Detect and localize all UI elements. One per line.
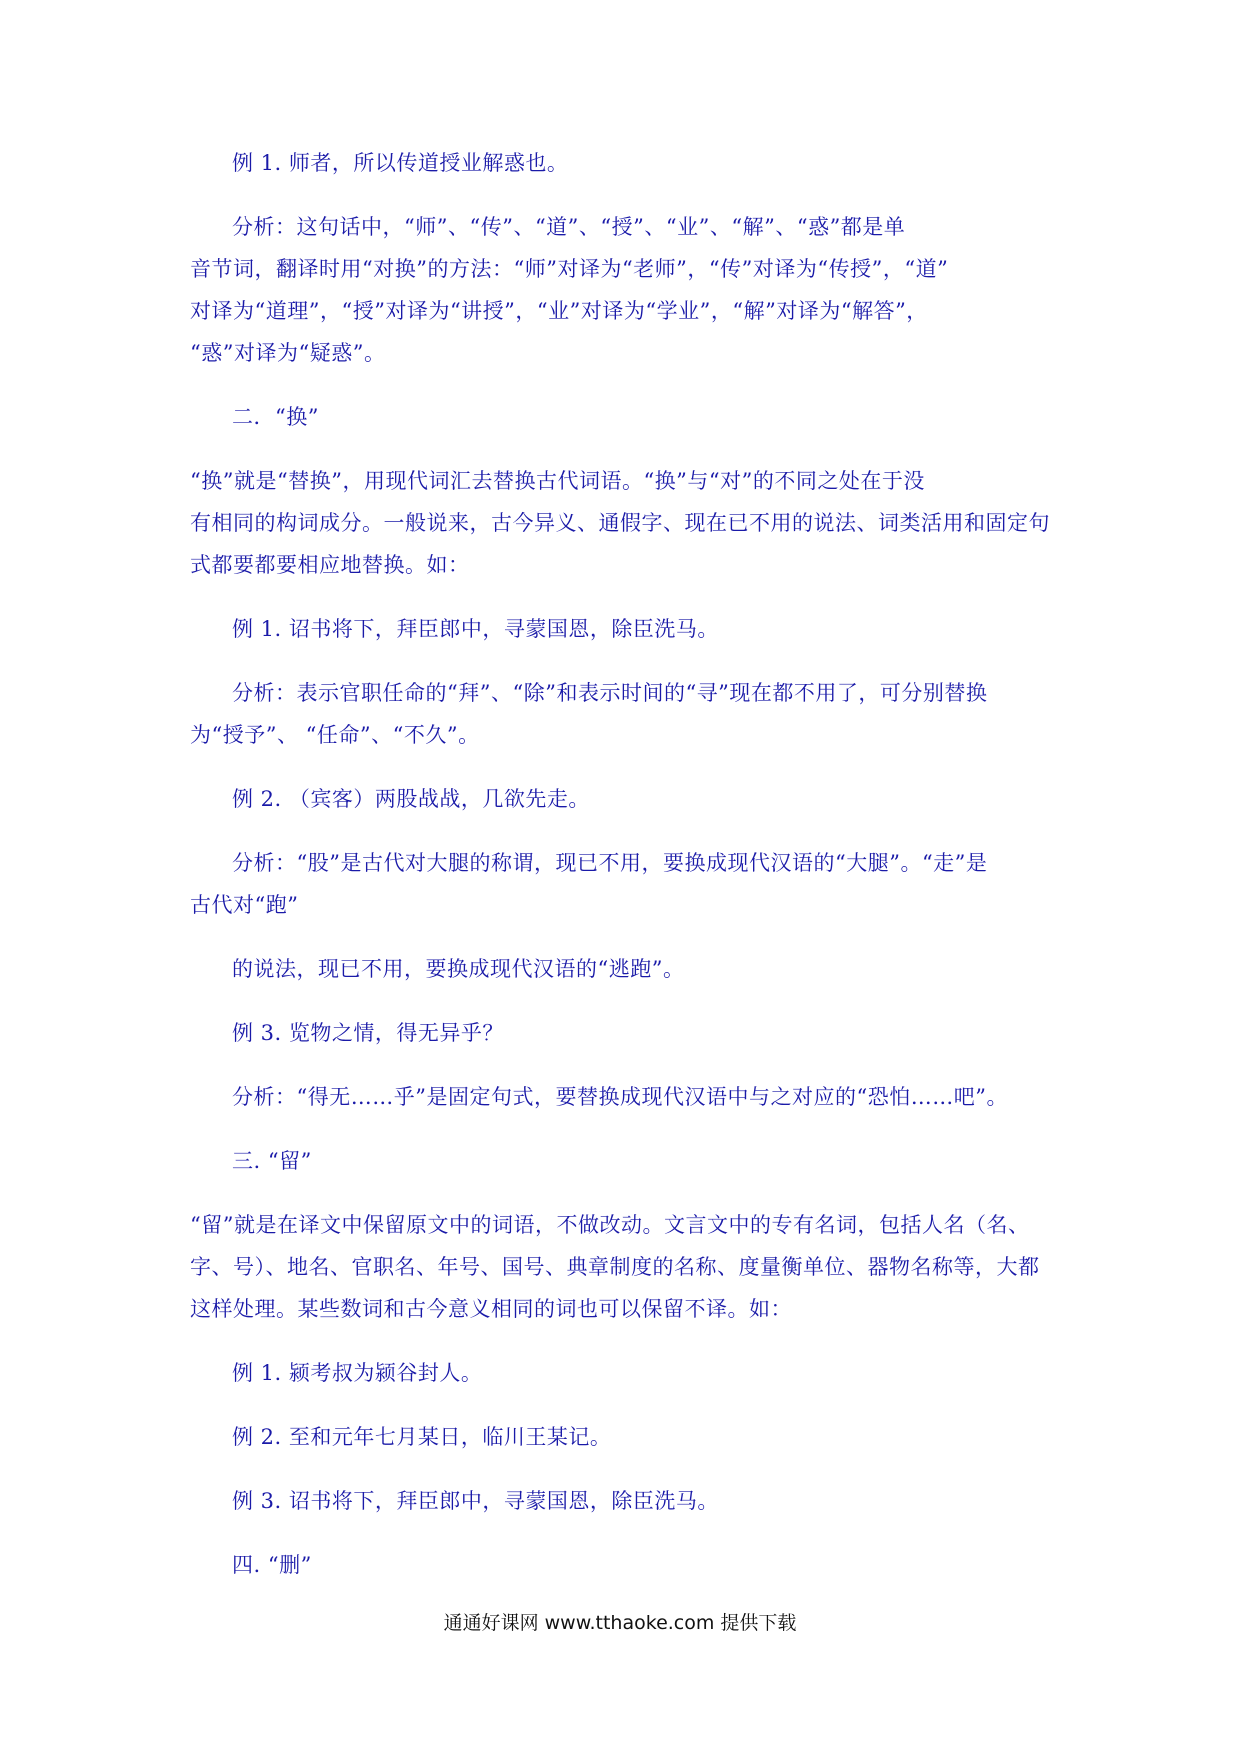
analysis-paragraph-line: 对译为“道理”，“授”对译为“讲授”，“业”对译为“学业”，“解”对译为“解答”， <box>190 299 928 323</box>
page-footer: 通通好课网 www.tthaoke.com 提供下载 <box>443 1612 797 1634</box>
analysis-paragraph-line: 分析：表示官职任命的“拜”、“除”和表示时间的“寻”现在都不用了，可分别替换 <box>232 681 988 705</box>
analysis-paragraph-line: 音节词，翻译时用“对换”的方法：“师”对译为“老师”，“传”对译为“传授”，“道” <box>190 257 949 281</box>
body-paragraph-line: 式都要都要相应地替换。如： <box>190 553 470 577</box>
section-heading: 二．“换” <box>232 405 319 429</box>
analysis-paragraph-line: “惑”对译为“疑惑”。 <box>190 341 386 365</box>
example-line: 例 3. 诏书将下，拜臣郎中，寻蒙国恩，除臣洗马。 <box>232 1489 719 1513</box>
analysis-paragraph-line: 分析：“股”是古代对大腿的称谓，现已不用，要换成现代汉语的“大腿”。“走”是 <box>232 851 988 875</box>
analysis-paragraph-line: 古代对“跑” <box>190 893 299 917</box>
analysis-paragraph-line: 分析：这句话中，“师”、“传”、“道”、“授”、“业”、“解”、“惑”都是单 <box>232 215 906 239</box>
body-paragraph-line: “换”就是“替换”，用现代词汇去替换古代词语。“换”与“对”的不同之处在于没 <box>190 469 925 493</box>
analysis-paragraph-line: 的说法，现已不用，要换成现代汉语的“逃跑”。 <box>232 957 685 981</box>
section-heading: 四. “删” <box>232 1553 312 1577</box>
body-paragraph-line: 这样处理。某些数词和古今意义相同的词也可以保留不译。如： <box>190 1297 792 1321</box>
analysis-paragraph-line: 为“授予”、 “任命”、“不久”。 <box>190 723 480 747</box>
example-line: 例 1. 师者，所以传道授业解惑也。 <box>232 151 569 175</box>
example-line: 例 3. 览物之情，得无异乎？ <box>232 1021 504 1045</box>
example-line: 例 1. 诏书将下，拜臣郎中，寻蒙国恩，除臣洗马。 <box>232 617 719 641</box>
example-line: 例 2. 至和元年七月某日，临川王某记。 <box>232 1425 612 1449</box>
section-heading: 三. “留” <box>232 1149 312 1173</box>
body-paragraph-line: 字、号）、地名、官职名、年号、国号、典章制度的名称、度量衡单位、器物名称等，大都 <box>190 1255 1040 1279</box>
example-line: 例 2. （宾客）两股战战，几欲先走。 <box>232 787 590 811</box>
body-paragraph-line: 有相同的构词成分。一般说来，古今异义、通假字、现在已不用的说法、词类活用和固定句 <box>190 511 1050 535</box>
body-paragraph-line: “留”就是在译文中保留原文中的词语，不做改动。文言文中的专有名词，包括人名（名、 <box>190 1213 1030 1237</box>
analysis-paragraph-line: 分析：“得无……乎”是固定句式，要替换成现代汉语中与之对应的“恐怕……吧”。 <box>232 1085 1008 1109</box>
example-line: 例 1. 颍考叔为颍谷封人。 <box>232 1361 483 1385</box>
